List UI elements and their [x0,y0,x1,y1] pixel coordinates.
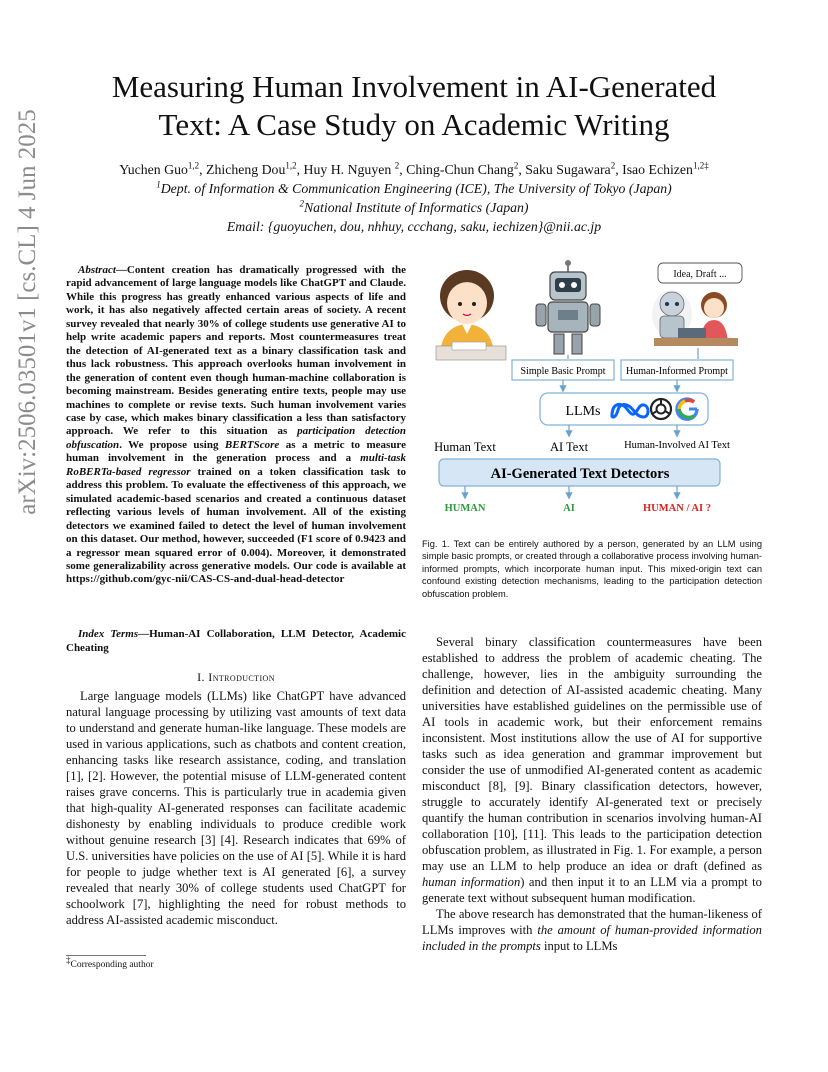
figure-1 [422,258,768,520]
abstract: Abstract—Content creation has dramatically progressed with the rapid advancement of large language models like ChatGPT and Claude. While this progress has greatly enhanced various aspects of life and work, it has also negatively affected certain areas of society. A recent survey revealed that nearly 30% of college students use generative AI to help write academic papers and reports. Most countermeasures treat the detection of AI-generated text as a binary classification task and thus lack robustness. This approach overlooks human involvement in the generation of content even though human-machine collaboration is becoming mainstream. Besides generating entire texts, people may use machines to complete or revise texts. Such human involvement varies case by case, which makes binary classification a less than satisfactory approach. We refer to this situation as participation detection obfuscation. We propose using BERTScore as a metric to measure human involvement in the generation process and a multi-task RoBERTa-based regressor trained on a token classification task to address this problem. To evaluate the effectiveness of this approach, we simulated academic-based scenarios and created a continuous dataset reflecting various levels of human involvement. All of the existing detectors we examined failed to detect the level of human involvement on this dataset. Our method, however, succeeded (F1 score of 0.9423 and a regressor mean squared error of 0.004). Moreover, it demonstrated some generalizability across generative models. Our code is available at https://github.com/gyc-nii/CAS-CS-and-dual-head-detector [66,264,407,586]
affiliation-2: $^2$National Institute of Informatics (Japan) [299,198,529,215]
ai-text-label: AI Text [549,440,589,454]
author: Yuchen Guo$^{1,2}$ [119,160,200,177]
title-line-1: Measuring Human Involvement in AI-Generated [111,69,717,104]
footnote: ‡Corresponding author [66,955,154,971]
student-illustration [436,270,506,360]
detector-label: AI-Generated Text Detectors [490,466,670,482]
footnote-rule [66,955,146,956]
email-line: Email: {guoyuchen, dou, nhhuy, ccchang, saku, iechizen}@nii.ac.jp [226,219,602,234]
human-involved-label: Human-Involved AI Text [624,440,730,451]
output-ai: AI [563,503,575,514]
robot-illustration [536,260,600,354]
section-heading: I. Introduction [197,670,275,684]
simple-prompt-label: Simple Basic Prompt [520,366,606,377]
intro-paragraph: Large language models (LLMs) like ChatGPT have advanced natural language processing by utilizing vast amounts of text data to understand and generate human-like language. These models are used in various applications, such as chatbots and content creation, enhancing tasks like research assistance, coding, and translation [1], [2]. However, the potential misuse of LLM-generated content raises grave concerns. This is particularly true in academia given that high-quality AI-generated responses can facilitate academic dishonesty by enabling individuals to produce credible work without genuine research [3] [4]. Research indicates that 69% of U.S. universities have policies on the use of AI [5]. While it is hard for people to judge whether text is AI generated [6], a survey revealed that nearly 30% of college students used ChatGPT for schoolwork [7], highlighting the need for robust methods to address AI-assisted academic misconduct. [66,689,406,927]
llms-label: LLMs [565,404,601,419]
right-paragraph-2: The above research has demonstrated that the human-likeness of LLMs improves with the amount of human-provided information included in the prompts input to LLMs [422,907,762,953]
figure-caption: Fig. 1. Text can be entirely authored by a person, generated by an LLM using simple basic prompts, or created through a collaborative process involving human-informed prompts, which incorporate human input. This mixed-origin text can confound existing detection mechanisms, leading to the participation detection obfuscation problem. [422,539,762,599]
right-column-text [422,634,762,954]
right-paragraph-1: Several binary classification countermeasures have been established to address the problem of academic cheating. The challenge, however, lies in the ambiguity surrounding the definition and detection of AI-assisted academic cheating. Many universities have established guidelines on the permissible use of AI tools in academic work, but their enforcement remains inconsistent. Most institutions allow the use of AI for supportive tasks such as idea generation and grammar improvement but consider the use of unmodified AI-generated content as academic misconduct [8], [9]. Binary classification detectors, however, struggle to accurately identify AI-generated text or precisely quantify the human contribution in scenarios involving human-AI collaboration [10], [11]. This leads to the participation detection obfuscation problem, as illustrated in Fig. 1. For example, a person may use an LLM to help produce an idea or draft (defined as human information) and then input it to an LLM via a prompt to generate text without subsequent human modification. [422,635,762,905]
author: Ching-Chun Chang$^2$ [406,160,519,177]
abstract-label: Abstract [78,264,116,276]
title-line-2: Text: A Case Study on Academic Writing [158,107,670,142]
author: Saku Sugawara$^2$ [525,160,616,177]
author-list: Yuchen Guo$^{1,2}$, Zhicheng Dou$^{1,2}$, Huy H. Nguyen $^2$, Ching-Chun Chang$^2$, Saku Sugawara$^2$, Isao Echizen$^{1,2\ddagger}$ [119,160,709,177]
output-mixed: HUMAN / AI ? [643,503,711,514]
figure-diagram [422,258,768,520]
affiliation-1: $^1$Dept. of Information & Communication Engineering (ICE), The University of Tokyo (Japan) [156,179,672,196]
collaboration-illustration [652,263,742,346]
output-human: HUMAN [444,503,486,514]
human-text-label: Human Text [434,440,496,454]
human-prompt-label: Human-Informed Prompt [626,366,728,377]
index-terms: Index Terms—Human-AI Collaboration, LLM Detector, Academic Cheating [66,628,406,654]
paper-title [40,68,788,144]
author: Huy H. Nguyen $^2$ [303,160,400,177]
author: Zhicheng Dou$^{1,2}$ [206,160,297,177]
author: Isao Echizen$^{1,2\ddagger}$ [622,160,709,177]
speech-bubble-text: Idea, Draft ... [673,269,727,280]
